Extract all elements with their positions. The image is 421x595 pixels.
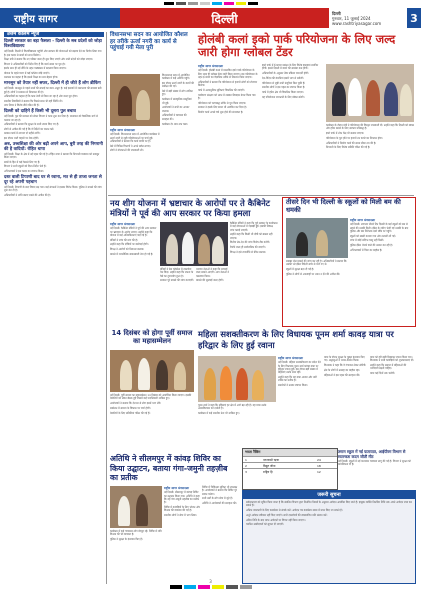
left-body-1: नई दिल्ली। दिल्ली में विश्वविद्यालय पहुंचेंगे और सरकार की योजनाओं को बढ़ावा देने का निर्णय लिया गया है। इस कदम से छात्रों को लाभ मिलेगा। शिक्षा मंत्री ने बताया कि नए परिसर जल्द ही शुरू किए जाएंगे और सभी प्रदेशों को जोड़ा जाएगा। विभाग ने अधिकारियों को निर्देश दिए हैं कि कार्य समय पर पूरा हो। इसके साथ ही नई नीति के तहत पाठ्यक्रम में बदलाव किया जाएगा। योजना के पहले चरण में कई कॉलेज जोड़े जाएंगे। प्रशासन का कहना है कि इससे शिक्षा का स्तर बेहतर होगा। xyxy=(4,50,102,80)
notice-table-cell: 2 xyxy=(245,463,247,468)
story5-byline: राष्ट्रीय सागर संवाददाता xyxy=(164,486,190,490)
notice-table-cell: 3 xyxy=(245,469,247,474)
footer-color-strip xyxy=(0,585,421,591)
notice-table-cell: 12 xyxy=(317,469,321,474)
left-body-3: नई दिल्ली। पुल की मरम्मत को लेकर विभाग ने काम शुरू कर दिया है। यातायात को वैकल्पिक मार्ग से चलाया जा रहा है। अधिकारियों ने बताया कि सुरक्षा के सभी उपाय किए गए हैं। लोगों से अपील की गई है कि वे निर्देशों का पालन करें। मरम्मत कार्य में लगभग दो महीने लगेंगे। इस दौरान भारी वाहनों पर रोक रहेगी। xyxy=(4,115,98,140)
notice-table-rows xyxy=(243,456,337,474)
date-sub: गुरुवार, 11 जुलाई 2024 xyxy=(332,15,371,21)
notice-table-row xyxy=(243,456,337,462)
lead-body-col-1: राष्ट्रीय सागर संवाददाता नई दिल्ली। होलंबी कलां में प्रस्तावित इको पार्क परियोजना के लिए जल्द ही ग्लोबल टेंडर जारी किया जाएगा। इस परियोजना के तहत ई-कचरे का वैज्ञानिक तरीके से निपटान किया जाएगा। अधिकारियों ने बताया कि परियोजना से हजारों लोगों को रोजगार मिलेगा। पार्क में अत्याधुनिक सुविधाएं विकसित की जाएंगी। पर्यावरण संरक्षण को ध्यान में रखकर डिजाइन तैयार किया गया है। परियोजना को चरणबद्ध तरीके से पूरा किया जाएगा। सरकार ने इसके लिए बजट भी आवंटित कर दिया है। निर्माण कार्य अगले वर्ष शुरू होने की संभावना है। xyxy=(198,64,258,115)
story2-body-2: मंत्रियों ने प्रेस कॉन्फ्रेंस में दस्तावेज पेश किए। उन्होंने कहा कि जनता के पैसे का दुरुपयोग हुआ है। सरकार पूरे मामले की जांच कराएगी। xyxy=(160,268,194,283)
side-story-photo xyxy=(110,350,194,392)
story3-photo xyxy=(286,218,348,258)
city-label: दिल्ली xyxy=(120,8,329,28)
lead-body-col-3: कार्यक्रम के दौरान मंत्री ने परियोजना की विस्तृत जानकारी दी। उन्होंने कहा कि दिल्ली को स्वच्छ और हरित बनाने के लिए सरकार प्रतिबद्ध है। इको पार्क में शोध केंद्र भी बनाया जाएगा। परियोजना के पूरा होने पर हजारों टन कचरे का निपटान होगा। अधिकारियों ने निर्माण कार्य की समय सीमा तय की है। निगरानी के लिए विशेष समिति गठित की गई है। xyxy=(326,124,414,150)
center-top-body: विधानसभा सदन में आयोजित कार्यक्रम में कई अतिथि पहुंचे। इस दौरान ऊर्जा नगरी के कार्यों की समीक्षा की गई। मेले में बड़ी संख्या में लोग शामिल हुए। कार्यक्रम में सांस्कृतिक प्रस्तुतियां भी हुईं। आयोजकों ने सभी का आभार जताया। अधिकारियों ने व्यवस्था की सराहना की। कार्यक्रम देर शाम तक चला। xyxy=(162,74,194,126)
footer-page-marker: 3 xyxy=(209,579,212,584)
notice-table xyxy=(242,448,338,490)
paper-name: राष्ट्रीय सागर xyxy=(0,8,120,28)
horizontal-rule-1 xyxy=(108,195,414,196)
story3-body-1: राष्ट्रीय सागर संवाददाता नई दिल्ली। लगातार तीसरे दिन दिल्ली के कई स्कूलों को बम से उड़ाने की धमकी मिली। ईमेल के जरिए भेजी गई धमकी के बाद पुलिस और बम निरोधक दस्ते मौके पर पहुंचे। स्कूलों को खाली कराया गया और तलाशी ली गई। जांच में कोई संदिग्ध वस्तु नहीं मिली। पुलिस ईमेल भेजने वाले की तलाश कर रही है। अभिभावकों में चिंता का माहौल है। xyxy=(350,218,412,322)
lead-headline[interactable]: होलंबी कलां इको पार्क परियोजना के लिए जल्द जारी होगा ग्लोबल टेंडर xyxy=(198,32,396,59)
left-headline-2[interactable]: मानसून को तैयार नहीं सफर, दिल्ली में ही जीते हैं लोग ब्रीफिंग xyxy=(4,81,101,87)
notice-table-cell: 24 xyxy=(317,457,321,462)
center-top-byline: राष्ट्रीय सागर संवाददाता xyxy=(110,128,136,132)
story4-body-3: यात्रा को हरी झंडी दिखाकर रवाना किया गया। विधायक ने सभी कांवड़ियों को शुभकामनाएं दीं। उन्होंने कहा कि समाज में महिलाओं की भागीदारी बढ़नी चाहिए। यात्रा कई दिनों तक चलेगी। xyxy=(370,356,414,376)
left-headline-1[interactable]: दिल्ली सरकार का बड़ा फैसला - दिल्ली के सब प्रदेशों को जोड़ा विश्वविद्यालय xyxy=(4,39,102,50)
website: www.rashtriyasagar.com xyxy=(332,20,382,26)
story4-body-1: राष्ट्रीय सागर संवाददाता नई दिल्ली। महिला सशक्तीकरण का संदेश देने के लिए विधायक पूनम शर्मा कांवड़ यात्रा पर हरिद्वार रवाना हुईं। इस दौरान बड़ी संख्या में महिलाएं उनके साथ रहीं। उन्होंने कहा कि यह यात्रा आस्था और नारी शक्ति का प्रतीक है। समर्थकों ने उनका स्वागत किया। xyxy=(278,356,321,388)
lead-byline: राष्ट्रीय सागर संवाददाता xyxy=(198,64,224,68)
notice-table-row xyxy=(243,462,337,468)
story2-headline[interactable]: नय शीग योजना में भ्रष्टाचार के आरोपों पर ते कैबिनेट मंत्रियों ने पूर्व की आप सरकार पर किया हमला xyxy=(110,198,270,218)
story3-headline[interactable]: तीसरे दिन भी दिल्ली के स्कूलों को मिली बम की धमकी xyxy=(286,198,401,214)
bottom-advertisement[interactable] xyxy=(242,490,416,584)
story5-photo xyxy=(110,486,162,528)
left-column xyxy=(4,32,104,584)
masthead xyxy=(0,8,421,28)
ad-body: सर्वसाधारण को सूचित किया जाता है कि संबंधित विभाग द्वारा निर्धारित नियमों के अनुसार आवेदन आमंत्रित किए जाते हैं। इच्छुक व्यक्ति निर्धारित तिथि तक अपने आवेदन जमा कर सकते हैं। अधिक जानकारी के लिए कार्यालय से संपर्क करें। आवेदन पत्र कार्यालय समय में प्राप्त किए जा सकते हैं। अधूरे आवेदन स्वीकार नहीं किए जाएंगे। सभी दस्तावेजों की स्वप्रमाणित प्रति संलग्न करें। अंतिम तिथि के बाद प्राप्त आवेदनों पर विचार नहीं किया जाएगा। चयनित उम्मीदवारों को सूचना दी जाएगी। xyxy=(246,501,412,527)
left-headline-5[interactable]: अब, उच्चशिक्षा की ओर बढ़ी अपने आप, बुरी तरह की निगरानी की है वादियों: रोहित थापा xyxy=(4,141,103,152)
center-top-body-2: राष्ट्रीय सागर संवाददाता नई दिल्ली। विधानसभा सदन में आयोजित कार्यक्रम में ऊर्जा नगरी से जुड़ी परियोजनाओं पर चर्चा हुई। अधिकारियों ने बताया कि कार्य प्रगति पर है। मेले में विभिन्न विभागों ने अपने स्टॉल लगाए। लोगों ने योजनाओं की जानकारी ली। xyxy=(110,128,160,153)
right-column: तमाम स्कूल में नई यातायात, आईपीरम विभाग से स्वतन्त्रता कदम जीतीं मीट नई दिल्ली। स्कूलों में नई यातायात व्यवस्था लागू की गई है। विभाग ने सुरक्षा को प्राथमिकता दी है। xyxy=(338,448,414,488)
notice-table-cell: विद्युत जीना xyxy=(263,463,276,468)
story5-body-1: राष्ट्रीय सागर संवाददाता नई दिल्ली। सीलमपुर में कांवड़ शिविर का उद्घाटन किया गया। अतिथि ने कहा कि यह गंगा-जमुनी तहज़ीब का प्रतीक है। शिविर में कांवड़ियों के लिए भोजन और विश्राम की व्यवस्था की गई है। स्थानीय लोगों ने सेवा में भाग लिया। xyxy=(164,486,200,518)
lead-body-col-2: इको पार्क में ई-कचरा प्रबंधन के लिए विशेष इकाइयां स्थापित होंगी। इससे दिल्ली में कचरे की समस्या कम होगी। अधिकारियों के अनुसार टेंडर प्रक्रिया पारदर्शी होगी। देश-विदेश की कंपनियां इसमें भाग ले सकेंगी। परियोजना से जुड़ी सभी मंजूरियां मिल चुकी हैं। स्थानीय लोगों ने इस पहल का स्वागत किया है। पार्क में हरित क्षेत्र भी विकसित किया जाएगा। यह परियोजना राजधानी के लिए मॉडल बनेगी। xyxy=(262,64,319,100)
column-rule-1 xyxy=(106,32,107,584)
notice-table-cell: राष्ट्रिय हि xyxy=(263,469,273,474)
story5-headline[interactable]: अतिथि ने सीलमपुर में कांवड़ शिविर का किया उद्घाटन, बताया गंगा-जमुनी तहज़ीब का प्रतीक xyxy=(110,454,228,483)
registration-marks xyxy=(0,2,421,6)
story4-headline[interactable]: महिला सशक्तीकरण के लिए विधायक पूनम शर्मा कावड़ यात्रा पर हरिद्वार के लिए हुई रवाना xyxy=(198,329,394,350)
left-body-6: नई दिल्ली। टिप्पणी के बाद विवाद बढ़ गया। कई संगठनों ने इसका विरोध किया। पुलिस ने मामले की जांच शुरू कर दी है। अधिकारियों ने शांति बनाए रखने की अपील की है। xyxy=(4,185,102,197)
story4-byline: राष्ट्रीय सागर संवाददाता xyxy=(278,356,304,360)
story2-photo xyxy=(160,222,228,266)
ad-title: जरूरी सूचना xyxy=(243,491,415,499)
left-section-head: उत्तम कॉलम न्यूज xyxy=(4,32,104,37)
left-body-5: नई दिल्ली। शिक्षा के क्षेत्र में नई पहल की गई है। रोहित थापा ने बताया कि निगरानी व्यवस्था को मजबूत किया जाएगा। छात्रों के हित में कई फैसले लिए गए हैं। विभाग ने सभी स्कूलों को दिशा-निर्देश भेजे हैं। अभिभावकों ने इस कदम का स्वागत किया। xyxy=(4,152,100,173)
center-top-subhead[interactable]: विधानसभा सदन का आयोजित कौशल हर तरीके ऊर्जा नगरी का कार्य से पहुंचाई गयी मेला पुरी xyxy=(110,32,188,52)
notice-table-cell: नगरवासी ऋचा xyxy=(263,457,280,462)
story4-body-2: यात्रा के दौरान सुरक्षा के पुख्ता इंतजाम किए गए। श्रद्धालुओं ने भजन-कीर्तन किया। विधायक ने कहा कि वे गंगाजल लेकर लौटेंगी। क्षेत्र के लोगों में उत्साह का माहौल रहा। महिलाओं ने इस पहल की सराहना की। xyxy=(324,356,367,377)
notice-table-title: भरता रैंकिंग xyxy=(243,449,337,456)
side-story-body: नई दिल्ली। पूर्वी समाज का महासम्मेलन 14 दिसंबर को आयोजित किया जाएगा। इसकी तैयारियों को लेकर बैठक हुई जिसमें कई पदाधिकारी शामिल हुए। आयोजकों ने बताया कि देशभर से लोग इसमें भाग लेंगे। सम्मेलन में समाज के विकास पर चर्चा होगी। तैयारियों के लिए समितियां गठित की गई हैं। xyxy=(110,394,192,415)
story2-body-3: भाजपा नेताओं ने कहा कि सच्चाई जल्द सामने आएगी। आप नेताओं ने पलटवार किया। मामले की सुनवाई जल्द होगी। xyxy=(196,268,229,283)
left-headline-6[interactable]: दस्त वाली टिप्पणी बाद घर से रवाना, मत से ही ताजा जनता से दूर रहे अपनी पहचान xyxy=(4,174,102,185)
story2-body-1: राष्ट्रीय सागर संवाददाता नई दिल्ली। कैबिनेट मंत्रियों ने पूर्व की आप सरकार पर भ्रष्टाचार के आरोप लगाए। उन्होंने कहा कि योजना में कई अनियमितताएं पाई गई हैं। मंत्रियों ने जांच की मांग की है। उन्होंने कहा कि दोषियों पर कार्रवाई होगी। विपक्ष ने आरोपों को निराधार बताया। मामले में राजनीतिक बयानबाजी तेज हो गई है। xyxy=(110,222,157,257)
story5-body-3: कार्यक्रम में कई गणमान्य लोग मौजूद रहे। शिविर में रात्रि विश्राम की भी व्यवस्था है। पुलिस ने सुरक्षा के इंतजाम किए हैं। xyxy=(110,530,162,542)
side-story-headline[interactable]: 14 दिसंबर को होगा पूर्वी समाज का महासम्मेलन xyxy=(111,329,193,346)
notice-table-cell: 18 xyxy=(317,463,321,468)
story4-photo xyxy=(198,356,276,402)
story2-byline: राष्ट्रीय सागर संवाददाता xyxy=(110,222,136,226)
story3-byline: राष्ट्रीय सागर संवाददाता xyxy=(350,218,376,222)
story3-body-2: साइबर सेल मामले की जांच कर रही है। अधिकारियों ने बताया कि धमकी भरे ईमेल विदेशी सर्वर से भेजे गए थे। स्कूलों में सुरक्षा बढ़ा दी गई है। पुलिस ने लोगों से अफवाहों पर ध्यान न देने की अपील की। xyxy=(286,260,347,276)
left-headline-3[interactable]: दिल्ली को दाहिने हैं किसी भी दूसरा पुल बचाव xyxy=(4,109,76,115)
notice-table-row xyxy=(243,468,337,474)
date-line: दिल्ली xyxy=(332,10,341,16)
left-body-2: नई दिल्ली। मानसून से पहले नालों की सफाई का काम अधूरा है। कई इलाकों में जलभराव की समस्या बनी हुई है। लोगों ने प्रशासन से शिकायत की है। अधिकारियों का कहना है कि काम तेजी से किया जा रहा है और जल्द पूरा होगा। स्थानीय निवासियों ने बताया कि पिछले साल भी यही स्थिति थी। नगर निगम ने विशेष टीमें गठित की हैं। xyxy=(4,87,102,108)
lead-photo xyxy=(326,64,414,122)
story2-body-4: कैबिनेट मंत्रियों ने कहा कि पूर्व सरकार के कार्यकाल में कई योजनाओं में गड़बड़ी हुई। इसकी निष्पक्ष जांच कराई जाएगी। उन्होंने कहा कि किसी भी दोषी को बख्शा नहीं जाएगा। वित्तीय लेन-देन की जांच विशेष टीम करेगी। रिपोर्ट जल्द ही सार्वजनिक की जाएगी। विपक्ष ने इसे राजनीति से प्रेरित बताया। xyxy=(230,222,278,255)
story5-body-2: शिविर में चिकित्सा सुविधा भी उपलब्ध है। आयोजकों ने बताया कि शिविर पूरे सावन चलेगा। सभी धर्मों के लोग सेवा में जुटे हैं। अतिथि ने आयोजकों की सराहना की। xyxy=(202,486,238,506)
notice-table-cell: 1 xyxy=(245,457,247,462)
page-number: 3 xyxy=(407,8,421,28)
center-top-photo xyxy=(110,74,160,126)
story4-body-4: पूनम शर्मा ने कहा कि महिलाएं हर क्षेत्र में आगे बढ़ रही हैं। यह यात्रा उनके आत्मविश्वास को दर्शाती है। कार्यक्रम में कई स्थानीय नेता भी शामिल हुए। xyxy=(198,404,267,416)
right-headline-1[interactable]: तमाम स्कूल में नई यातायात, आईपीरम विभाग से स्वतन्त्रता कदम जीतीं मीट xyxy=(338,449,406,459)
